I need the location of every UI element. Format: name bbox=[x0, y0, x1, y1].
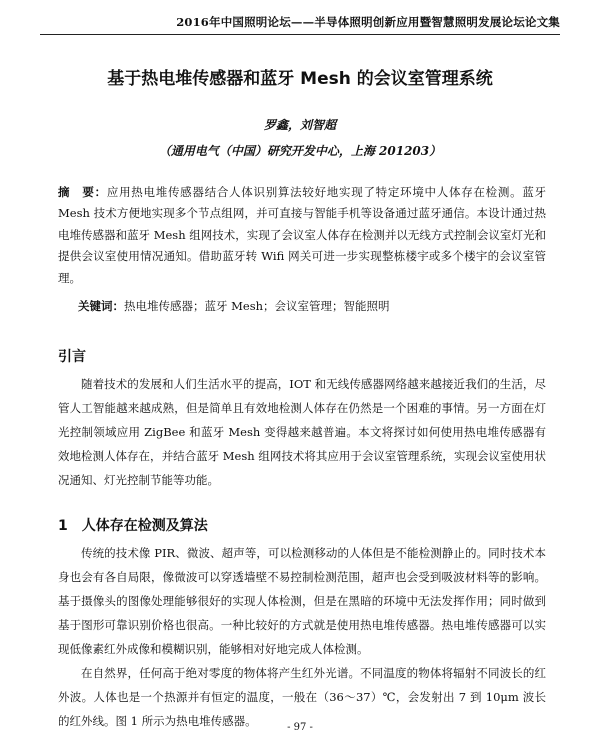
page-number: - 97 - bbox=[287, 722, 313, 733]
section-heading-intro: 引言 bbox=[58, 349, 86, 365]
paper-title: 基于热电堆传感器和蓝牙 Mesh 的会议室管理系统 bbox=[107, 69, 493, 89]
section1-paragraph-1: 传统的技术像 PIR、微波、超声等，可以检测移动的人体但是不能检测静止的。同时技术本身也会有各自局限，像微波可以穿透墙壁不易控制检测范围，超声也会受到吸波材料等的影响。基于摄像头的图像处理能够很好的实现人体检测，但是在黑暗的环境中无法发挥作用；同时做到基于图形可靠识别价格也很高。一种比较好的方式就是使用热电堆传感器。热电堆传感器可以实现低像素红外成像和模糊识别，能够相对好地完成人体检测。 bbox=[58, 546, 546, 656]
keywords-label: 关键词： bbox=[78, 299, 124, 313]
authors: 罗鑫，刘智超 bbox=[263, 118, 336, 132]
abstract-text: 应用热电堆传感器结合人体识别算法较好地实现了特定环境中人体存在检测。蓝牙 Mesh 技术方便地实现多个节点组网，并可直接与智能手机等设备通过蓝牙通信。本设计通过热电堆传感器和蓝牙 Mesh 组网技术，实现了会议室人体存在检测并以无线方式控制会议室灯光和提供会议室使用情况通知。借助蓝牙转 Wifi 网关可进一步实现整栋楼宇或多个楼宇的会议室管理。 bbox=[58, 185, 546, 285]
affiliation: （通用电气（中国）研究开发中心，上海 201203） bbox=[158, 144, 442, 158]
section1-paragraph-2: 在自然界，任何高于绝对零度的物体将产生红外光谱。不同温度的物体将辐射不同波长的红外波。人体也是一个热源并有恒定的温度，一般在（36～37）℃，会发射出 7 到 10μm 波长的红外线。图 1 所示为热电堆传感器。 bbox=[58, 666, 546, 728]
running-header: 2016年中国照明论坛——半导体照明创新应用暨智慧照明发展论坛论文集 bbox=[40, 14, 560, 35]
section-heading-1: 1 人体存在检测及算法 bbox=[58, 518, 208, 534]
intro-paragraph: 随着技术的发展和人们生活水平的提高，IOT 和无线传感器网络越来越接近我们的生活，尽管人工智能越来越成熟，但是简单且有效地检测人体存在仍然是一个困难的事情。另一方面在灯光控制领域应用 ZigBee 和蓝牙 Mesh 变得越来越普遍。本文将探讨如何使用热电堆传感器有效地检测人体存在，并结合蓝牙 Mesh 组网技术将其应用于会议室管理系统，实现会议室使用状况通知、灯光控制节能等功能。 bbox=[58, 377, 546, 487]
keywords bbox=[78, 298, 546, 314]
abstract bbox=[58, 182, 546, 289]
keywords-text: 热电堆传感器；蓝牙 Mesh；会议室管理；智能照明 bbox=[124, 299, 390, 313]
abstract-label: 摘 要： bbox=[58, 185, 107, 199]
